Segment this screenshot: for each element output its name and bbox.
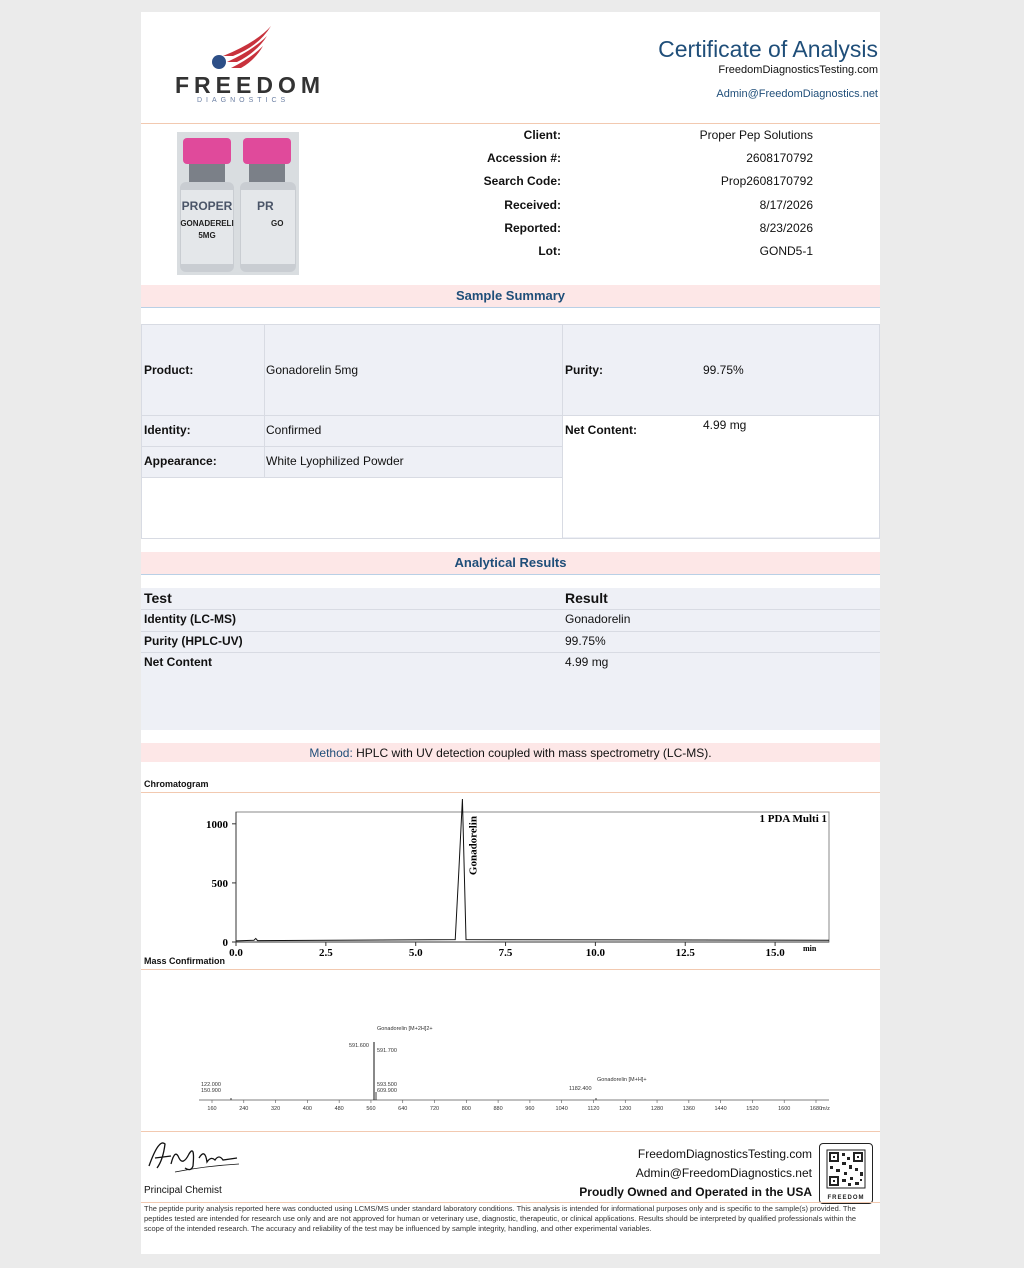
footer-email[interactable]: Admin@FreedomDiagnostics.net: [635, 1166, 812, 1180]
peak-label: Gonadorelin: [467, 816, 480, 876]
info-label: Received:: [504, 197, 561, 212]
vial-brand-label: PROPER: [181, 199, 233, 213]
table-cell-test: Identity (LC-MS): [144, 612, 236, 626]
table-row-divider: [141, 609, 880, 610]
mass-divider: [141, 969, 880, 970]
purity-value: 99.75%: [703, 363, 744, 377]
mass-section-label: Mass Confirmation: [144, 956, 226, 966]
info-label: Lot:: [538, 244, 561, 258]
info-value: GOND5-1: [759, 244, 813, 258]
method-label: Method:: [309, 746, 353, 760]
svg-text:GO: GO: [271, 219, 284, 228]
disclaimer-divider: [141, 1202, 880, 1203]
table-row-divider: [141, 652, 880, 653]
grid-divider: [141, 446, 562, 447]
mass-spectrum-chart: [141, 1014, 880, 1118]
x-unit-label: min: [803, 944, 817, 953]
x-tick-label: 10.0: [585, 947, 606, 959]
chromatogram-section-label: Chromatogram: [144, 779, 209, 789]
table-cell-result: Gonadorelin: [565, 612, 631, 626]
header-email[interactable]: Admin@FreedomDiagnostics.net: [716, 88, 878, 100]
x-tick-label: 5.0: [408, 947, 423, 959]
qr-code-badge[interactable]: [819, 1143, 873, 1204]
mass-peak-label: 122.000: [201, 1082, 221, 1088]
table-cell-result: 4.99 mg: [565, 655, 609, 669]
sample-summary-underline: [141, 307, 880, 308]
chromatogram-chart: [141, 794, 880, 959]
plot-frame: [236, 812, 829, 942]
y-tick-label: 0: [222, 937, 228, 949]
x-tick-label: 15.0: [765, 947, 785, 959]
mass-x-tick-label: 1600: [778, 1106, 791, 1112]
info-label: Reported:: [504, 220, 561, 235]
footer-divider: [141, 1131, 880, 1132]
mass-x-tick-label: 480: [334, 1106, 344, 1112]
table-cell-test: Net Content: [144, 655, 212, 669]
analytical-results-underline: [141, 574, 880, 575]
mass-x-tick-label: 1200: [619, 1106, 632, 1112]
header-website[interactable]: FreedomDiagnosticsTesting.com: [718, 64, 878, 76]
net-content-value: 4.99 mg: [703, 418, 747, 432]
info-value: 8/17/2026: [759, 197, 813, 212]
info-label: Accession #:: [486, 151, 561, 166]
analytical-results-heading: Analytical Results: [141, 552, 880, 574]
mass-x-tick-label: 1040: [555, 1106, 568, 1112]
vial-name-label: GONADERELI: [180, 219, 234, 228]
mass-x-tick-label: 400: [302, 1106, 312, 1112]
table-cell-result: 99.75%: [565, 633, 606, 648]
signature-image: [145, 1136, 241, 1176]
empty-cell: [142, 478, 562, 538]
net-content-label: Net Content:: [565, 423, 637, 437]
table-row-divider: [141, 631, 880, 632]
footer-tagline: Proudly Owned and Operated in the USA: [579, 1185, 812, 1199]
mass-x-tick-label: 1680: [809, 1106, 823, 1112]
channel-label: 1 PDA Multi 1: [759, 813, 827, 825]
column-header-result: Result: [565, 590, 608, 606]
mass-x-tick-label: 240: [239, 1106, 249, 1112]
mass-x-tick-label: 800: [461, 1106, 471, 1112]
chemist-role: Principal Chemist: [144, 1185, 222, 1196]
mass-x-tick-label: 160: [207, 1106, 217, 1112]
y-tick-label: 500: [211, 877, 228, 890]
mass-x-tick-label: 880: [493, 1106, 503, 1112]
mass-x-tick-label: 640: [398, 1106, 408, 1112]
mass-annotation: Gonadorelin [M+H]+: [597, 1077, 647, 1083]
purity-label: Purity:: [565, 363, 604, 377]
info-value: 8/23/2026: [759, 220, 813, 235]
mass-peak-label: 150.900: [201, 1088, 221, 1094]
mass-annotation: Gonadorelin [M+2H]2+: [377, 1026, 433, 1032]
identity-label: Identity:: [144, 423, 191, 437]
mass-x-tick-label: 1280: [650, 1106, 664, 1112]
info-value: 2608170792: [746, 151, 813, 166]
header-divider: [141, 123, 880, 124]
mass-x-tick-label: 1440: [714, 1106, 727, 1112]
disclaimer-text: The peptide purity analysis reported here was conducted using LCMS/MS under standard laboratory conditions. This analysis is intended for informational purposes only and is specific to the sample(s) provided. The peptides tested are intended for research use only and are not approved for human or veterinary use, diagnostic, therapeutic, or clinical applications. Results should be interpreted by qualified professionals within the scope of the intended research. The accuracy and reliability of the test may be influenced by sample integrity, handling, and other experimental variables.: [144, 1204, 857, 1233]
mass-peak-label: 591.600: [349, 1043, 369, 1049]
qr-code-icon: [820, 1144, 872, 1190]
x-tick-label: 2.5: [318, 947, 333, 959]
chromatogram-divider: [141, 792, 880, 793]
info-label: Search Code:: [483, 174, 561, 189]
page-title: Certificate of Analysis: [658, 36, 878, 62]
mass-x-unit: m/z: [821, 1106, 830, 1112]
logo-subtitle: DIAGNOSTICS: [197, 97, 290, 104]
product-label: Product:: [144, 363, 194, 377]
sample-summary-heading: Sample Summary: [141, 285, 880, 307]
svg-text:PR: PR: [257, 199, 274, 213]
method-line: [141, 746, 880, 760]
footer-website[interactable]: FreedomDiagnosticsTesting.com: [637, 1147, 812, 1161]
chromatogram-trace: [236, 799, 829, 941]
logo-wings-icon: [209, 22, 279, 74]
y-tick-label: 1000: [206, 818, 228, 831]
info-value: Prop2608170792: [720, 174, 813, 189]
mass-peak-label: 1182.400: [569, 1086, 592, 1092]
info-label: Client:: [523, 128, 561, 142]
x-tick-label: 12.5: [675, 947, 695, 959]
table-cell-test: Purity (HPLC-UV): [144, 633, 243, 648]
logo-name: FREEDOM: [175, 72, 325, 98]
x-tick-label: 0.0: [229, 947, 243, 959]
mass-x-tick-label: 560: [366, 1106, 376, 1112]
mass-x-tick-label: 720: [429, 1106, 440, 1112]
mass-x-tick-label: 1360: [682, 1106, 695, 1112]
product-value: Gonadorelin 5mg: [266, 363, 359, 377]
appearance-value: White Lyophilized Powder: [266, 454, 404, 468]
method-text: HPLC with UV detection coupled with mass spectrometry (LC-MS).: [356, 746, 712, 760]
vial-dose-label: 5MG: [198, 231, 216, 240]
qr-code-label: FREEDOM: [827, 1195, 865, 1201]
grid-divider: [264, 325, 265, 477]
column-header-test: Test: [144, 590, 172, 606]
info-value: Proper Pep Solutions: [699, 128, 813, 142]
mass-x-tick-label: 320: [270, 1106, 281, 1112]
appearance-label: Appearance:: [144, 454, 217, 468]
mass-peak-label: 591.700: [377, 1048, 397, 1054]
mass-peak-label: 593.500: [377, 1082, 397, 1088]
mass-x-tick-label: 960: [525, 1106, 535, 1112]
mass-peak-label: 609.900: [377, 1088, 397, 1094]
identity-value: Confirmed: [266, 423, 322, 437]
certificate-page: [141, 12, 880, 1254]
mass-x-tick-label: 1520: [746, 1106, 759, 1112]
x-tick-label: 7.5: [498, 947, 513, 959]
mass-x-tick-label: 1120: [587, 1106, 600, 1112]
